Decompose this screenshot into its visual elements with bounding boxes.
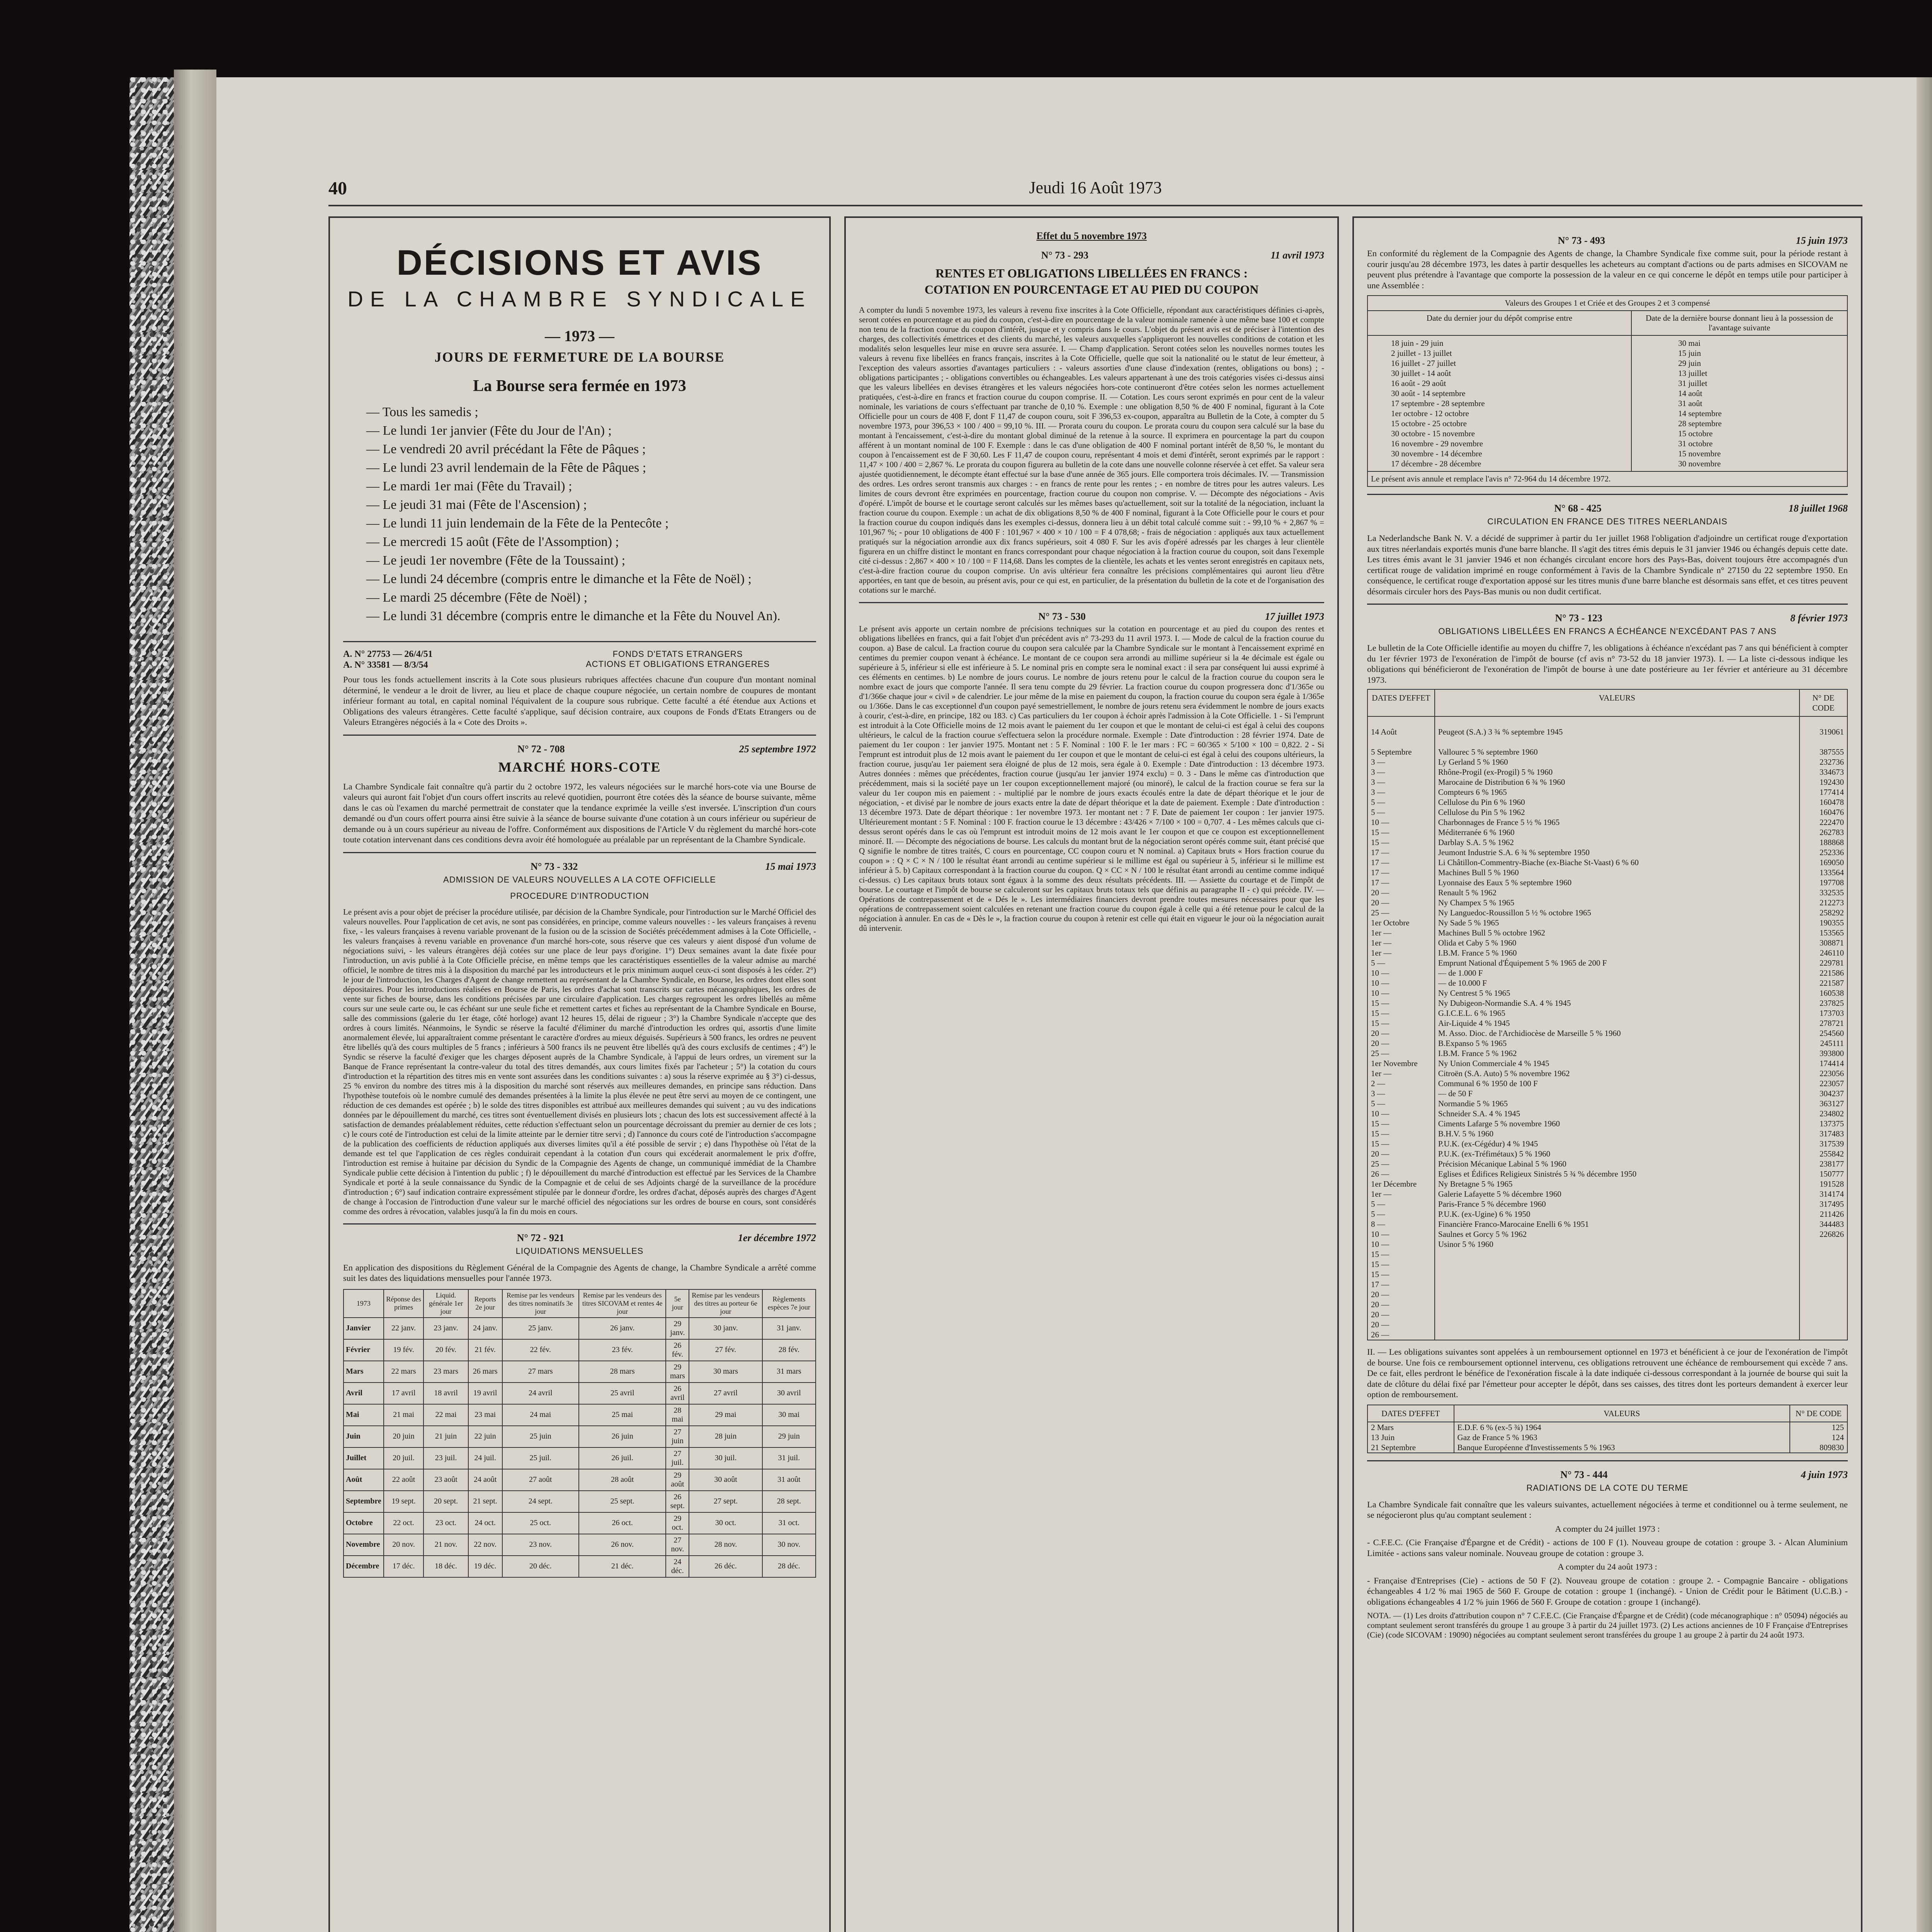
rentes-title: RENTES ET OBLIGATIONS LIBELLÉES EN FRANCS : COTATION EN POURCENTAGE ET AU PIED DU COUPON bbox=[924, 266, 1259, 296]
column-middle bbox=[844, 216, 1339, 1932]
date-cell: 28 mai bbox=[666, 1404, 689, 1426]
short-bonds-text: Le bulletin de la Cote Officielle identifie au moyen du chiffre 7, les obligations à échéance n'excédant pas 7 ans qui bénéficient à compter du 1er février 1973 de l'exonération de l'impôt de bourse (cf avis n° 73-52 du 18 janvier 1973). I. — La liste ci-dessous indique les obligations qui bénéficieront de l'exonération de l'impôt de bourse à une date postérieure au 1er février et antérieure au 31 décembre 1973. bbox=[1367, 643, 1848, 685]
main-subtitle: DE LA CHAMBRE SYNDICALE bbox=[347, 287, 812, 311]
deposit-period-list: 18 juin - 29 juin 2 juillet - 13 juillet 16 juillet - 27 juillet 30 juillet - 14 août 16 août - 29 août 30 août - 14 septembre 17 septembre - 28 septembre 1er octobre - 12 octobre 15 octobre - 25 octobre 30 octobre - 15 novembre 16 novembre - 29 novembre 30 novembre - 14 décembre 17 décembre - 28 décembre bbox=[1367, 335, 1631, 471]
bond-names: Peugeot (S.A.) 3 ¾ % septembre 1945 Vallourec 5 % septembre 1960 Ly Gerland 5 % 1960 Rhône-Progil (ex-Progil) 5 % 1960 Marocaine de Distribution 6 ¾ % 1960 Compteurs 6 % 1965 Cellulose du Pin 6 % 1960 Cellulose du Pin 5 % 1962 Charbonnages de France 5 ½ % 1965 Méditerranée 6 % 1960 Darblay S.A. 5 % 1962 Jeumont Industrie S.A. 6 ¾ % septembre 1950 Li Châtillon-Commentry-Biache (ex-Biache St-Vaast) 6 % 60 Machines Bull 5 % 1960 Lyonnaise des Eaux 5 % septembre 1960 Renault 5 % 1962 Ny Champex 5 % 1965 Ny Languedoc-Roussillon 5 ½ % octobre 1965 Ny Sade 5 % 1965 Machines Bull 5 % octobre 1962 Olida et Caby 5 % 1960 I.B.M. France 5 % 1960 Emprunt National d'Équipement 5 % 1965 de 200 F — de 1.000 F — de 10.000 F Ny Centrest 5 % 1965 Ny Dubigeon-Normandie S.A. 4 % 1945 G.I.C.E.L. 6 % 1965 Air-Liquide 4 % 1945 M. Asso. Dioc. de l'Archidiocèse de Marseille 5 % 1960 B.Expanso 5 % 1965 I.B.M. France 5 % 1962 Ny Union Commerciale 4 % 1945 Citroën (S.A. Auto) 5 % novembre 1962 Communal 6 % 1950 de 100 F — de 50 F Normandie 5 % 1965 Schneider S.A. 4 % 1945 Ciments Lafarge 5 % novembre 1960 B.H.V. 5 % 1960 P.U.K. (ex-Cégédur) 4 % 1945 P.U.K. (ex-Tréfimétaux) 5 % 1960 Précision Mécanique Labinal 5 % 1960 Eglises et Édifices Religieux Sinistrés 5 ¾ % décembre 1950 Ny Bretagne 5 % 1965 Galerie Lafayette 5 % décembre 1960 Paris-France 5 % décembre 1960 P.U.K. (ex-Ugine) 6 % 1950 Financière Franco-Marocaine Enelli 6 % 1951 Saulnes et Gorcy 5 % 1962 Usinor 5 % 1960 bbox=[1435, 716, 1799, 1340]
bond-codes: 319061 387555 232736 334673 192430 177414 160478 160476 222470 262783 188868 252336 169050 133564 197708 332535 212273 258292 190355 153565 308871 246110 229781 221586 221587 160538 237825 173703 278721 254560 245111 393800 174414 223056 223057 304237 363127 234802 137375 317483 317539 255842 238177 150777 191528 314174 317495 211426 344483 226826 bbox=[1799, 716, 1847, 1340]
date-cell: 20 juil. bbox=[384, 1447, 424, 1469]
month-cell: Novembre bbox=[344, 1534, 384, 1556]
liquidations-table bbox=[343, 1289, 816, 1578]
date-cell: 29 oct. bbox=[666, 1512, 689, 1534]
avis-header bbox=[343, 861, 816, 872]
date-cell: 29 mai bbox=[689, 1404, 762, 1426]
date-cell: 24 déc. bbox=[666, 1556, 689, 1577]
left-column-header: Date du dernier jour du dépôt comprise entre bbox=[1367, 311, 1631, 335]
date-cell: 20 nov. bbox=[384, 1534, 424, 1556]
date-cell: 26 sept. bbox=[666, 1491, 689, 1512]
date-cell: 28 août bbox=[579, 1469, 666, 1491]
date-cell: 17 avril bbox=[384, 1383, 424, 1404]
avis-date: 1er décembre 1972 bbox=[738, 1232, 816, 1243]
avis-header bbox=[859, 611, 1324, 622]
divider bbox=[343, 735, 816, 736]
date-cell: 23 janv. bbox=[423, 1318, 468, 1339]
code-cell: 809830 bbox=[1790, 1442, 1847, 1453]
month-cell: Janvier bbox=[344, 1318, 384, 1339]
table-row bbox=[344, 1318, 816, 1339]
rentes-text: A compter du lundi 5 novembre 1973, les valeurs à revenu fixe inscrites à la Cote Officielle, répondant aux caractéristiques définies ci-après, seront cotées en pourcentage et au pied du coupon, c'est-à-dire en pourcentage de la valeur nominale ramenée à une même base 100 et compte non tenu de la fraction courue du coupon d'intérêt, jusque et y compris dans le cours. L'objet du présent avis est de préciser à l'intention des charges, des collectivités émettrices et des clients du marché, les valeurs auxquelles s'appliqueront les nouvelles conditions de cotation et les modalités selon lesquelles leur mise en œuvre sera assurée. I. — Champ d'application. Seront cotées selon les nouvelles normes toutes les valeurs à revenu fixe libellées en francs français, inscrites à la Cote Officielle, quelle que soit la nationalité ou le statut de leur émetteur, à l'exception des valeurs assorties d'avantages particuliers : - valeurs assorties d'une clause d'indexation (rentes, obligations ou bons) ; - obligations participantes ; - obligations convertibles ou échangeables. Les valeurs appartenant à une des trois catégories visées ci-dessus ainsi que les valeurs libellées en devises étrangères et les valeurs négociées hors-cote continueront d'être cotées selon les normes actuellement pratiquées, c'est-à-dire en francs et fraction courue du coupon comprise. II. — Cotation. Les cours seront exprimés en pour cent de la valeur nominale, les variations de cours s'effectuant par tranche de 0,10 %. Exemple : une obligation 8,50 % de 400 F nominal, figurant à la Cote Officielle pour un cours de 408 F, dont F 11,47 de coupon couru, soit F 396,53 ex-coupon, apparaîtra au Bulletin de la Cote, à compter du 5 novembre 1973, pour 396,53 × 100 / 400 = 99,10 %. III. — Prorata couru du coupon. Le prorata couru du coupon sera calculé sur la base du montant à l'encaissement, c'est-à-dire du montant global diminué de la retenue à la source. Il exprimera en pourcentage la part du coupon afférent à un montant nominal de 100 F. Exemple : dans le cas d'une obligation de 400 F nominal portant intérêt de 8,50 %, le montant du coupon à l'encaissement est de F 30,60. Les F 11,47 de coupon couru, représentant 4 mois et demi d'intérêt, seront exprimés par le rapport : 11,47 × 100 / 400 = 2,867 %. Le prorata du coupon figurera au bulletin de la cote dans une nouvelle colonne réservée à cet effet. Sa valeur sera ajustée quotidiennement, le décompte étant effectué sur la base d'une année de 365 jours. Elle comportera trois décimales. IV. — Transmission des ordres. Les ordres seront transmis aux charges : - en francs de rente pour les rentes ; - en nombre de titres pour les autres valeurs. Les limites de cours devront être exprimées en pourcentage, fraction courue du coupon non comprise. V. — Décompte des négociations - Avis d'opéré. L'impôt de bourse et le courtage seront calculés sur les mêmes bases qu'actuellement, soit sur la totalité de la négociation, incluant la fraction courue du coupon. Exemple : un achat de dix obligations 8,50 % de 400 F nominal, figurant à la Cote Officielle pour le cours et pour la fraction courue du coupon indiqués dans les exemples ci-dessus, donnera lieu à un débit total calculé comme suit : - 99,10 % + 2,867 % = 101,967 %; - pour 10 obligations de 400 F : 101,967 × 400 × 10 / 100 = F 4 078,68; - frais de négociation : appliqués aux taux actuellement pratiqués sur la négociation arrondie aux dix francs supérieurs, soit 4 080 F. Sur les avis d'opéré adressés par les charges à leur clientèle figurera en un chiffre distinct le montant en francs correspondant pour chaque négociation à la fraction courue du coupon, soit dans l'exemple cité ci-dessus : 2,867 × 400 × 10 / 100 = F 114,68. Dans les comptes de la clientèle, les achats et les ventes seront enregistrés en capitaux nets, c'est-à-dire fraction courue du coupon comprise. Un avis ultérieur fera connaître les précisions complémentaires qui auront lieu d'être apportées, en tant que de besoin, au présent avis, pour ce qui est, en particulier, de la présentation du bulletin de la cote et de l'organisation des cotations sur le marché. bbox=[859, 305, 1324, 595]
divider bbox=[1367, 494, 1848, 495]
avis-number: N° 73 - 123 bbox=[1555, 612, 1602, 624]
date-cell: 22 juin bbox=[468, 1426, 502, 1447]
header-rule bbox=[328, 205, 1862, 206]
date-cell: 26 janv. bbox=[579, 1318, 666, 1339]
date-cell: 25 mai bbox=[579, 1404, 666, 1426]
avis-header bbox=[1367, 235, 1848, 247]
year-heading: — 1973 — bbox=[545, 327, 614, 345]
date-cell: 29 janv. bbox=[666, 1318, 689, 1339]
avis-header bbox=[1367, 1469, 1848, 1481]
date-cell: 30 juil. bbox=[689, 1447, 762, 1469]
table-row bbox=[344, 1404, 816, 1426]
code-header: N° DE CODE bbox=[1790, 1405, 1847, 1422]
date-cell: 26 avril bbox=[666, 1383, 689, 1404]
header-date: Jeudi 16 Août 1973 bbox=[1029, 178, 1162, 197]
date-cell: 23 fév. bbox=[579, 1339, 666, 1361]
date-cell: 22 août bbox=[384, 1469, 424, 1491]
code-cell: 124 bbox=[1790, 1432, 1847, 1442]
date-cell: 25 sept. bbox=[579, 1491, 666, 1512]
date-cell: 24 juil. bbox=[468, 1447, 502, 1469]
date-cell: 21 mai bbox=[384, 1404, 424, 1426]
date-cell: 26 nov. bbox=[579, 1534, 666, 1556]
value-cell: Gaz de France 5 % 1963 bbox=[1454, 1432, 1790, 1442]
holiday-item: — Tous les samedis ; bbox=[366, 403, 816, 422]
date-cell: 29 août bbox=[666, 1469, 689, 1491]
nota: NOTA. — (1) Les droits d'attribution coupon n° 7 C.F.E.C. (Cie Française d'Épargne et de Crédit) (code mécanographique : n° 05094) négociés au comptant seulement seront transférés du groupe 1 au groupe 3 à partir du 24 juillet 1973. (2) Les actions anciennes de 10 F Française d'Entreprises (Cie) (code SICOVAM : 19090) négociées au comptant seulement seront transférées du groupe 1 au groupe 2 à partir du 24 août 1973. bbox=[1367, 1611, 1848, 1639]
month-cell: Juin bbox=[344, 1426, 384, 1447]
date-cell: 25 juin bbox=[502, 1426, 579, 1447]
date-cell: 19 fév. bbox=[384, 1339, 424, 1361]
date-cell: 18 avril bbox=[423, 1383, 468, 1404]
avis-number: N° 72 - 921 bbox=[517, 1232, 565, 1243]
liquidation-column-header: Liquid. générale 1er jour bbox=[423, 1289, 468, 1318]
date-cell: 27 sept. bbox=[689, 1491, 762, 1512]
date-cell: 27 nov. bbox=[666, 1534, 689, 1556]
holiday-item: — Le mardi 25 décembre (Fête de Noël) ; bbox=[366, 588, 816, 607]
from-date-b: A compter du 24 août 1973 : bbox=[1558, 1562, 1657, 1571]
avis-number: N° 73 - 332 bbox=[531, 861, 578, 872]
radiations-title: RADIATIONS DE LA COTE DU TERME bbox=[1526, 1483, 1689, 1493]
date-cell: 26 déc. bbox=[689, 1556, 762, 1577]
sicovam-text: En conformité du règlement de la Compagnie des Agents de change, la Chambre Syndicale fixe comme suit, pour la période restant à courir jusqu'au 28 décembre 1973, les dates à partir desquelles les acheteurs au comptant d'actions ou de parts admises en SICOVAM ne peuvent plus prétendre à l'avantage que comporte la possession de la valeur en ce qui concerne le dépôt en temps utile pour participer à une Assemblée : bbox=[1367, 248, 1848, 290]
avis-header bbox=[343, 743, 816, 755]
date-cell: 31 mars bbox=[762, 1361, 816, 1383]
divider bbox=[1367, 604, 1848, 605]
code-cell: 125 bbox=[1790, 1422, 1847, 1432]
date-cell: 20 sept. bbox=[423, 1491, 468, 1512]
date-cell: 20 fév. bbox=[423, 1339, 468, 1361]
date-cell: 28 nov. bbox=[689, 1534, 762, 1556]
table-row bbox=[344, 1447, 816, 1469]
fonds-title: FONDS D'ETATS ETRANGERS ACTIONS ET OBLIGATIONS ETRANGERES bbox=[586, 649, 770, 669]
avis-date: 4 juin 1973 bbox=[1801, 1469, 1848, 1480]
value-cell: Banque Européenne d'Investissements 5 % 1963 bbox=[1454, 1442, 1790, 1453]
liquidation-column-header: 1973 bbox=[344, 1289, 384, 1318]
cancellation-note: Le présent avis annule et remplace l'avis n° 72-964 du 14 décembre 1972. bbox=[1367, 471, 1847, 486]
month-cell: Mars bbox=[344, 1361, 384, 1383]
holiday-item: — Le vendredi 20 avril précédant la Fête de Pâques ; bbox=[366, 440, 816, 459]
date-cell: 25 oct. bbox=[502, 1512, 579, 1534]
holiday-item: — Le jeudi 1er novembre (Fête de la Toussaint) ; bbox=[366, 551, 816, 570]
date-cell: 22 nov. bbox=[468, 1534, 502, 1556]
dates-header: DATES D'EFFET bbox=[1367, 689, 1435, 716]
date-cell: 27 mars bbox=[502, 1361, 579, 1383]
running-header bbox=[328, 178, 1862, 209]
assembly-dates-table bbox=[1367, 295, 1848, 487]
radiations-text: La Chambre Syndicale fait connaître que les valeurs suivantes, actuellement négociées à terme et conditionnel ou à terme seulement, ne se négocieront plus qu'au comptant seulement : bbox=[1367, 1499, 1848, 1520]
page-curl-shadow bbox=[1917, 77, 1932, 1932]
date-cell: 22 mars bbox=[384, 1361, 424, 1383]
date-cell: 20 déc. bbox=[502, 1556, 579, 1577]
exempt-bonds-table bbox=[1367, 689, 1848, 1340]
page bbox=[216, 77, 1917, 1932]
table-row bbox=[1367, 1422, 1847, 1432]
date-cell: 30 août bbox=[689, 1469, 762, 1491]
avis-date: 17 juillet 1973 bbox=[1265, 611, 1324, 622]
fonds-reference: A. N° 27753 — 26/4/51 A. N° 33581 — 8/3/54 bbox=[343, 649, 433, 670]
last-bourse-list: 30 mai 15 juin 29 juin 13 juillet 31 juillet 14 août 31 août 14 septembre 28 septembre 15 octobre 31 octobre 15 novembre 30 novembre bbox=[1631, 335, 1847, 471]
avis-header bbox=[859, 250, 1324, 261]
date-cell: 21 nov. bbox=[423, 1534, 468, 1556]
date-cell: 25 juil. bbox=[502, 1447, 579, 1469]
table-row bbox=[344, 1534, 816, 1556]
date-cell: 23 mars bbox=[423, 1361, 468, 1383]
avis-header bbox=[1367, 503, 1848, 514]
date-cell: 23 mai bbox=[468, 1404, 502, 1426]
table-row bbox=[1367, 1442, 1847, 1453]
date-cell: 31 oct. bbox=[762, 1512, 816, 1534]
date-cell: 30 mai bbox=[762, 1404, 816, 1426]
closure-section-title: JOURS DE FERMETURE DE LA BOURSE bbox=[434, 349, 725, 365]
page-stack bbox=[174, 70, 216, 1932]
avis-date: 8 février 1973 bbox=[1790, 612, 1848, 624]
date-cell: 18 déc. bbox=[423, 1556, 468, 1577]
date-cell: 28 sept. bbox=[762, 1491, 816, 1512]
date-cell: 19 avril bbox=[468, 1383, 502, 1404]
date-cell: 22 janv. bbox=[384, 1318, 424, 1339]
closure-heading: La Bourse sera fermée en 1973 bbox=[473, 377, 686, 395]
table-row bbox=[344, 1512, 816, 1534]
date-cell: 23 juil. bbox=[423, 1447, 468, 1469]
date-cell: 27 juil. bbox=[666, 1447, 689, 1469]
avis-number: N° 73 - 493 bbox=[1558, 235, 1605, 246]
table-row bbox=[344, 1491, 816, 1512]
page-number: 40 bbox=[328, 178, 347, 199]
date-cell: 22 fév. bbox=[502, 1339, 579, 1361]
date-cell: 30 mars bbox=[689, 1361, 762, 1383]
date-cell: 30 janv. bbox=[689, 1318, 762, 1339]
short-bonds-title: OBLIGATIONS LIBELLÉES EN FRANCS A ÉCHÉANCE N'EXCÉDANT PAS 7 ANS bbox=[1438, 626, 1777, 636]
column-left bbox=[328, 216, 831, 1932]
date-cell: 21 Septembre bbox=[1367, 1442, 1454, 1453]
date-cell: 24 janv. bbox=[468, 1318, 502, 1339]
date-cell: 24 août bbox=[468, 1469, 502, 1491]
date-cell: 28 mars bbox=[579, 1361, 666, 1383]
date-cell: 23 oct. bbox=[423, 1512, 468, 1534]
avis-date: 18 juillet 1968 bbox=[1788, 503, 1848, 514]
marbled-book-edge bbox=[129, 77, 174, 1932]
table-row bbox=[344, 1361, 816, 1383]
month-cell: Septembre bbox=[344, 1491, 384, 1512]
date-cell: 26 oct. bbox=[579, 1512, 666, 1534]
avis-date: 15 mai 1973 bbox=[765, 861, 816, 872]
holiday-item: — Le lundi 24 décembre (compris entre le dimanche et la Fête de Noël) ; bbox=[366, 570, 816, 588]
month-cell: Mai bbox=[344, 1404, 384, 1426]
avis-date: 15 juin 1973 bbox=[1796, 235, 1848, 246]
holiday-list bbox=[366, 403, 816, 626]
avis-header bbox=[1367, 612, 1848, 624]
table-row bbox=[344, 1469, 816, 1491]
date-cell: 25 janv. bbox=[502, 1318, 579, 1339]
dutch-securities-text: La Nederlandsche Bank N. V. a décidé de supprimer à partir du 1er juillet 1968 l'obligation d'adjoindre un certificat rouge d'exportation aux titres néerlandais exportés munis d'une barre blanche. Il s'agit des titres émis depuis le 31 janvier 1946 ou échangés depuis cette date. Les titres émis avant le 31 janvier 1946 et non échangés circulant encore hors des Pays-Bas, doivent toujours être accompagnés d'un certificat rouge de validation imprimé en rouge conformément à l'avis de la Chambre Syndicale n° 27150 du 22 septembre 1950. En conséquence, le certificat rouge d'exportation apposé sur les titres munis d'une barre blanche est désormais sans effet, et ces titres peuvent désormais circuler hors des Pays-Bas munis ou non dudit certificat. bbox=[1367, 533, 1848, 596]
values-header: VALEURS bbox=[1454, 1405, 1790, 1422]
main-title: DÉCISIONS ET AVIS bbox=[396, 243, 763, 282]
avis-number: N° 68 - 425 bbox=[1554, 503, 1602, 514]
liquidations-title: LIQUIDATIONS MENSUELLES bbox=[515, 1246, 644, 1256]
holiday-item: — Le lundi 31 décembre (compris entre le dimanche et la Fête du Nouvel An). bbox=[366, 607, 816, 626]
date-cell: 31 juil. bbox=[762, 1447, 816, 1469]
liquidation-column-header: Remise par les vendeurs des titres SICOVAM et rentes 4e jour bbox=[579, 1289, 666, 1318]
hors-cote-title: MARCHÉ HORS-COTE bbox=[498, 759, 661, 775]
divider bbox=[343, 852, 816, 853]
right-column-header: Date de la dernière bourse donnant lieu à la possession de l'avantage suivante bbox=[1631, 311, 1847, 335]
holiday-item: — Le lundi 11 juin lendemain de la Fête de la Pentecôte ; bbox=[366, 514, 816, 533]
date-cell: 23 août bbox=[423, 1469, 468, 1491]
date-cell: 19 sept. bbox=[384, 1491, 424, 1512]
dates-header: DATES D'EFFET bbox=[1367, 1405, 1454, 1422]
month-cell: Décembre bbox=[344, 1556, 384, 1577]
column-right bbox=[1352, 216, 1862, 1932]
date-cell: 31 janv. bbox=[762, 1318, 816, 1339]
table-row bbox=[344, 1426, 816, 1447]
date-cell: 24 oct. bbox=[468, 1512, 502, 1534]
date-cell: 24 mai bbox=[502, 1404, 579, 1426]
date-cell: 30 avril bbox=[762, 1383, 816, 1404]
date-cell: 21 juin bbox=[423, 1426, 468, 1447]
radiations-list-b: - Française d'Entreprises (Cie) - actions de 50 F (2). Nouveau groupe de cotation : groupe 2. - Compagnie Bancaire - obligations échangeables 4 1/2 % mai 1965 de 560 F. Groupe de cotation : groupe 1 (inchangé). - Union de Crédit pour le Bâtiment (U.C.B.) - obligations échangeables 4 1/2 % juin 1966 de 560 F. Groupe de cotation : groupe 1 (inchangé). bbox=[1367, 1575, 1848, 1607]
date-cell: 29 mars bbox=[666, 1361, 689, 1383]
date-cell: 26 fév. bbox=[666, 1339, 689, 1361]
divider bbox=[1367, 1460, 1848, 1461]
date-cell: 21 sept. bbox=[468, 1491, 502, 1512]
holiday-item: — Le lundi 1er janvier (Fête du Jour de l'An) ; bbox=[366, 422, 816, 440]
radiations-list-a: - C.F.E.C. (Cie Française d'Épargne et de Crédit) - actions de 100 F (1). Nouveau groupe de cotation : groupe 3. - Alcan Aluminium Limitée - actions sans valeur nominale. Nouveau groupe de cotation : groupe 3. bbox=[1367, 1537, 1848, 1558]
month-cell: Février bbox=[344, 1339, 384, 1361]
from-date-a: A compter du 24 juillet 1973 : bbox=[1555, 1524, 1660, 1534]
divider bbox=[859, 602, 1324, 603]
holiday-item: — Le lundi 23 avril lendemain de la Fête de Pâques ; bbox=[366, 459, 816, 477]
effect-dates: 14 Août 5 Septembre 3 — 3 — 3 — 3 — 5 — 5 — 10 — 15 — 15 — 17 — 17 — 17 — 17 — 20 — 20 — 25 — 1er Octobre 1er — 1er — 1er — 5 — 10 — 10 — 10 — 15 — 15 — 15 — 20 — 20 — 25 — 1er Novembre 1er — 2 — 3 — 5 — 10 — 15 — 15 — 15 — 20 — 25 — 26 — 1er Décembre 1er — 5 — 5 — 8 — 10 — 10 — 15 — 15 — 15 — 17 — 20 — 20 — 20 — 20 — 26 — bbox=[1367, 716, 1435, 1340]
table-row bbox=[344, 1339, 816, 1361]
code-header: N° DE CODE bbox=[1799, 689, 1847, 716]
fonds-text: Pour tous les fonds actuellement inscrits à la Cote sous plusieurs rubriques affectées chacune d'un coupure d'un montant nominal déterminé, le vendeur a le droit de livrer, au lieu et place de chaque coupure négociée, un certain nombre de coupures de montant inférieur formant au total, en capital nominal l'équivalent de la coupure sous rubrique. Cette faculté a été étendue aux Actions et Obligations des valeurs étrangères. Cette faculté s'applique, sauf décision contraire, aux coupons de Fonds d'Etats Etrangers ou de Valeurs Etrangères négociés à la « Cote des Droits ». bbox=[343, 675, 816, 727]
date-cell: 28 déc. bbox=[762, 1556, 816, 1577]
avis-number: N° 73 - 293 bbox=[1041, 250, 1088, 261]
liquidation-column-header: Réponse des primes bbox=[384, 1289, 424, 1318]
date-cell: 19 déc. bbox=[468, 1556, 502, 1577]
date-cell: 2 Mars bbox=[1367, 1422, 1454, 1432]
hors-cote-text: La Chambre Syndicale fait connaître qu'à partir du 2 octobre 1972, les valeurs négociées sur le marché hors-cote via une Bourse de valeurs qui auront fait l'objet d'un cours offert inscrits au relevé quotidien, pourront être cotées dès la séance de bourse suivante, même dans le cas où l'examen du marché permettrait de constater que la tendance exprimée la veille s'est inversée. L'inscription d'un cours demandé ou d'un cours offert pourra ainsi être suivie à la séance de bourse suivante d'une cotation à un cours inférieur ou supérieur de demande ou à un cours supérieur au niveau de l'offre. Conformément aux dispositions de l'Article V du règlement du marché hors-cote toute cotation intervenant dans ces conditions devra avoir été homologuée au préalable par un représentant de la Chambre Syndicale. bbox=[343, 781, 816, 844]
date-cell: 23 nov. bbox=[502, 1534, 579, 1556]
month-cell: Octobre bbox=[344, 1512, 384, 1534]
date-cell: 28 juin bbox=[689, 1426, 762, 1447]
holiday-item: — Le mardi 1er mai (Fête du Travail) ; bbox=[366, 477, 816, 496]
date-cell: 30 nov. bbox=[762, 1534, 816, 1556]
table-row bbox=[344, 1383, 816, 1404]
admission-subtitle: PROCEDURE D'INTRODUCTION bbox=[510, 891, 649, 901]
liquidation-column-header: Règlements espèces 7e jour bbox=[762, 1289, 816, 1318]
date-cell: 27 fév. bbox=[689, 1339, 762, 1361]
avis-header bbox=[343, 1232, 816, 1244]
divider bbox=[343, 641, 816, 642]
liquidation-column-header: 5e jour bbox=[666, 1289, 689, 1318]
values-header: VALEURS bbox=[1435, 689, 1799, 716]
month-cell: Juillet bbox=[344, 1447, 384, 1469]
avis-date: 11 avril 1973 bbox=[1270, 250, 1324, 261]
dutch-securities-title: CIRCULATION EN FRANCE DES TITRES NEERLANDAIS bbox=[1487, 517, 1728, 526]
table-row bbox=[1367, 1432, 1847, 1442]
value-cell: E.D.F. 6 % (ex-5 ¾) 1964 bbox=[1454, 1422, 1790, 1432]
date-cell: 30 oct. bbox=[689, 1512, 762, 1534]
holiday-item: — Le mercredi 15 août (Fête de l'Assomption) ; bbox=[366, 533, 816, 551]
redemption-table bbox=[1367, 1405, 1848, 1453]
avis-number: N° 73 - 530 bbox=[1038, 611, 1086, 622]
table-row bbox=[344, 1556, 816, 1577]
date-cell: 20 juin bbox=[384, 1426, 424, 1447]
date-cell: 25 avril bbox=[579, 1383, 666, 1404]
optional-redemption-text: II. — Les obligations suivantes sont appelées à un remboursement optionnel en 1973 et bénéficient à ce jour de l'exonération de l'impôt de bourse. Une fois ce remboursement optionnel intervenu, ces obligations retrouvent une échéance de remboursement qui excède 7 ans. De ce fait, elles perdront le bénéfice de l'exonération fiscale à la date indiquée ci-dessous correspondant à la journée de bourse qui suit la date de clôture du délai fixé par l'émetteur pour accepter le dépôt, dans ses caisses, des titres dont les porteurs demandent à exercer leur option de remboursement. bbox=[1367, 1347, 1848, 1399]
date-cell: 27 août bbox=[502, 1469, 579, 1491]
date-cell: 24 sept. bbox=[502, 1491, 579, 1512]
avis-number: N° 72 - 708 bbox=[517, 743, 565, 755]
avis-number: N° 73 - 444 bbox=[1560, 1469, 1608, 1480]
date-cell: 26 juin bbox=[579, 1426, 666, 1447]
date-cell: 31 août bbox=[762, 1469, 816, 1491]
groups-title: Valeurs des Groupes 1 et Criée et des Groupes 2 et 3 compensé bbox=[1367, 296, 1847, 311]
date-cell: 24 avril bbox=[502, 1383, 579, 1404]
date-cell: 22 oct. bbox=[384, 1512, 424, 1534]
date-cell: 28 fév. bbox=[762, 1339, 816, 1361]
date-cell: 27 juin bbox=[666, 1426, 689, 1447]
date-cell: 26 juil. bbox=[579, 1447, 666, 1469]
liquidations-text: En application des dispositions du Règlement Général de la Compagnie des Agents de change, la Chambre Syndicale a arrêté comme suit les dates des liquidations mensuelles pour l'année 1973. bbox=[343, 1262, 816, 1283]
date-cell: 17 déc. bbox=[384, 1556, 424, 1577]
date-cell: 21 fév. bbox=[468, 1339, 502, 1361]
date-cell: 26 mars bbox=[468, 1361, 502, 1383]
admission-text: Le présent avis a pour objet de préciser la procédure utilisée, par décision de la Chambre Syndicale, pour l'introduction sur le Marché Officiel des valeurs nouvelles. Pour l'application de cet avis, ne sont pas considérées, en principe, comme valeurs nouvelles : - les valeurs françaises à revenu fixe, - les valeurs françaises à revenu variable provenant de la fusion ou de la scission de Sociétés précédemment admises à la Cote Officielle, - les valeurs françaises à revenu variable en provenance d'un marché hors-cote, sous réserve que ces valeurs y aient disposé d'un volume de négociations suivi, - les valeurs étrangères déjà cotées sur une place de leur pays d'origine. 1°) Deux semaines avant la date fixée pour l'introduction, un avis publié à la Cote Officielle précise, en même temps que les caractéristiques essentielles de la valeur admise au marché officiel, le nombre de titres mis à la disposition du marché par les introducteurs et le prix minimum auquel ceux-ci sont disposés à les céder. 2°) le jour de l'introduction, les Charges d'Agent de change remettent au représentant de la Chambre Syndicale, en Bourse, les ordres dont elles sont dépositaires. Pour les introductions réalisées en Bourse de Paris, les ordres d'achat sont transcrits sur cartes mécanographiques, les ordres de vente sur fiches de bourse, dans les conditions précisées par une circulaire d'application. Les charges regroupent les ordres libellés au même cours sur une seule carte ou, le cas échéant sur une seule fiche et remettent cartes et fiches au représentant de la Chambre Syndicale en Bourse, salle des commissions (galerie du 1er étage, côté horloge) avant 12 heures 15, délai de rigueur ; 3°) la Chambre Syndicale n'accepte que des ordres à cours limités. Néanmoins, le Syndic se réserve la faculté d'éliminer du marché d'introduction les ordres qui, assortis d'une limite anormalement élevée, lui apparaîtraient comme présentant le caractère d'ordres au mieux déguisés. Supérieurs à 500 francs, les ordres ne peuvent être libellés qu'à des cours multiples de 5 francs ; inférieurs à 500 francs ils ne peuvent être libellés qu'à des cours exclusifs de centimes ; 4°) le Syndic se réserve la faculté d'exiger que les charges déposent auprès de la Chambre Syndicale, à l'appui de leurs ordres, un virement sur la Banque de France représentant la contre-valeur du total des titres demandés, aux cours limites fixés par l'acheteur ; 5°) la cotation du cours d'introduction et la répartition des titres mis en vente sont assurées dans les conditions suivantes : a) sous la réserve exprimée au § 3°) ci-dessus, 25 % environ du nombre des titres mis à la disposition du marché sont réservés aux meilleures demandes, en principe sans réduction. Dans l'hypothèse toutefois où le nombre cumulé des demandes présentées à la limite la plus élevée ne peut être servi au moyen de ce contingent, une réduction de ces demandes est opérée ; b) le solde des titres disponibles est attribué aux meilleures demandes qui suivent ; au vu des indications données par le dépouillement du marché, ces titres sont éventuellement divisés en plusieurs lots ; chacun des lots est successivement affecté à la satisfaction de demandes préalablement réduites, cette réduction s'effectuant selon un pourcentage décroissant du premier au dernier de ces lots ; c) le cours coté de l'introduction est celui de la limite atteinte par le dernier titre servi ; d) l'annonce du cours coté de l'introduction s'accompagne de la publication des coefficients de réduction appliqués aux diverses limites qu'il a été possible de servir ; e) dans l'hypothèse où l'état de la demande est tel que l'application de ces règles conduirait cependant à la cotation d'un cours qui excéderait anormalement le prix d'offre, l'introduction est remise à huitaine par décision du Syndic de la Compagnie des Agents de change, un communiqué immédiat de la Chambre Syndicale publie cette décision à l'intention du public ; f) le dépouillement du marché d'introduction est effectué par les Services de la Chambre Syndicale et porté à la seule connaissance du Syndic de la Compagnie et de celui de ses Adjoints chargé de la surveillance de la procédure d'introduction ; 6°) sauf indication contraire expressément stipulée par le donneur d'ordre, les ordres d'achat, déposés auprès des charges d'Agent de change à l'occasion de l'introduction d'une valeur sur le marché officiel des négociations sur les ordres de bourse en cours, sont considérés comme des ordres à révocation, valables jusqu'à la fin du mois en cours. bbox=[343, 907, 816, 1216]
liquidation-column-header: Reports 2e jour bbox=[468, 1289, 502, 1318]
date-cell: 13 Juin bbox=[1367, 1432, 1454, 1442]
date-cell: 27 avril bbox=[689, 1383, 762, 1404]
admission-title: ADMISSION DE VALEURS NOUVELLES A LA COTE OFFICIELLE bbox=[443, 874, 716, 884]
effective-date-heading: Effet du 5 novembre 1973 bbox=[1036, 230, 1147, 242]
date-cell: 29 juin bbox=[762, 1426, 816, 1447]
month-cell: Avril bbox=[344, 1383, 384, 1404]
date-cell: 22 mai bbox=[423, 1404, 468, 1426]
precisions-text: Le présent avis apporte un certain nombre de précisions techniques sur la cotation en pourcentage et au pied du coupon des rentes et obligations libellées en francs, qui a fait l'objet d'un précédent avis n° 73-293 du 11 avril 1973. I. — Mode de calcul de la fraction courue du coupon. a) Base de calcul. La fraction courue du coupon sera calculée par la Chambre Syndicale sur le montant à l'encaissement exprimé en centimes du premier coupon venant à échéance. Le montant de ce coupon sera arrondi au millime supérieur si la 4e décimale est égale ou supérieure à 5, inférieur si elle est inférieure à 5. Le nominal pris en compte sera le nominal exact : il sera par conséquent lui aussi exprimé à ces éléments en centimes. b) Le nombre de jours courus. Le nombre de jours retenu pour le calcul de la fraction courue du coupon sera le nombre exact de jours que comporte l'année. Il sera tenu compte du 29 février. La fraction courue du coupon progressera donc d'1/365e ou d'1/366e chaque jour « civil » de calendrier. Le jour même de la mise en paiement du coupon, la fraction courue du coupon sera égale à 1/365e ou 1/366e. Dans le cas exceptionnel d'un coupon payé semestriellement, le nombre de jours retenu sera évidemment le nombre de jours exacts à courir, c'est-à-dire, en principe, 182 ou 183. c) Cas particuliers du 1er coupon à échoir après l'admission à la Cote Officielle. 1 - Si l'emprunt est introduit à la Cote Officielle moins de 12 mois avant le paiement du 1er coupon et que le montant de celui-ci est égal à celui des coupons ultérieurs, le calcul de la fraction courue s'effectuera selon la procédure normale. Exemple : Date d'introduction : 28 février 1974. Date de paiement du 1er coupon : 1er janvier 1975. Montant net : 5 F. Nominal : 100 F. le 1er mars : FC = 60/365 × 5/100 × 100 = 0,822. 2 - Si l'emprunt est introduit plus de 12 mois avant le paiement du 1er coupon et que le montant de celui-ci est égal à celui des coupons ultérieurs, la fraction courue, jusqu'au 1er paiement sera éloigné de plus de 12 mois, sera égale à 0. Exemple : Date d'introduction : 13 décembre 1973. Autres données : mêmes que précédentes, fraction courue (jusqu'au 1er janvier 1974 exclu) = 0. 3 - Dans le même cas d'introduction que précédemment, mais si la société paye un 1er coupon exceptionnellement majoré (ou minoré), le calcul de la fraction courue se fera sur la valeur du 1er coupon mis en paiement : - multiplié par le nombre de jours exacts écoulés entre la date de départ théorique et le jour de négociation, - et divisé par le nombre de jours exacts entre la date de départ théorique et la date de paiement. Exemple : Date d'introduction : 13 décembre 1973. Date de départ théorique : 1er novembre 1973. 1er montant net : 7 F. Date de paiement 1er coupon : 1er janvier 1975. Ultérieurement montant : 5 F. Nominal : 100 F. fraction courue le 13 décembre : 43/426 × 7/100 × 100 = 0,707. 4 - Les mêmes calculs que ci-dessus seront opérés dans le cas où l'emprunt est introduit moins de 12 mois avant le 1er coupon et que ce coupon est exceptionnellement minoré. II. — Décompte des négociations de bourse. Les calculs du montant brut de la négociation seront opérés comme suit, étant précisé que Q signifie le nombre de titres traités, C cours en pourcentage, CC coupon couru et N nominal. a) Capitaux bruts « Hors fraction courue du coupon » : Q × C × N / 100 le résultat étant arrondi au centime supérieur si le millime est égal ou supérieur à 5, inférieur si le millime est inférieur à 5. b) Capitaux correspondant à la fraction courue du coupon. Q × CC × N / 100 le résultat étant arrondi au centime comme indiqué ci-dessus. c) Les capitaux bruts totaux sont égaux à la somme des deux résultats précédents. III. — Assiette du courtage et de l'impôt de bourse. Le courtage et l'impôt de bourse se calculeront sur les capitaux bruts totaux tels que définis au paragraphe II - c) qui précède. IV. — Opérations de contrepassement et de « Dés le ». Les intermédiaires financiers devront prendre toutes mesures nécessaires pour que les opérations de contrepassement soient calculées en retenant une fraction courue du coupon égale à celle qui a été retenue pour le calcul de la négociation à annuler. En cas de « Dès le », la fraction courue du coupon à retenir est celle qui était en vigueur le jour où la négociation aurait dû intervenir. bbox=[859, 624, 1324, 933]
liquidation-column-header: Remise par les vendeurs des titres nominatifs 3e jour bbox=[502, 1289, 579, 1318]
avis-date: 25 septembre 1972 bbox=[739, 743, 816, 755]
month-cell: Août bbox=[344, 1469, 384, 1491]
date-cell: 21 déc. bbox=[579, 1556, 666, 1577]
liquidation-column-header: Remise par les vendeurs des titres au porteur 6e jour bbox=[689, 1289, 762, 1318]
holiday-item: — Le jeudi 31 mai (Fête de l'Ascension) ; bbox=[366, 496, 816, 514]
divider bbox=[343, 1223, 816, 1225]
